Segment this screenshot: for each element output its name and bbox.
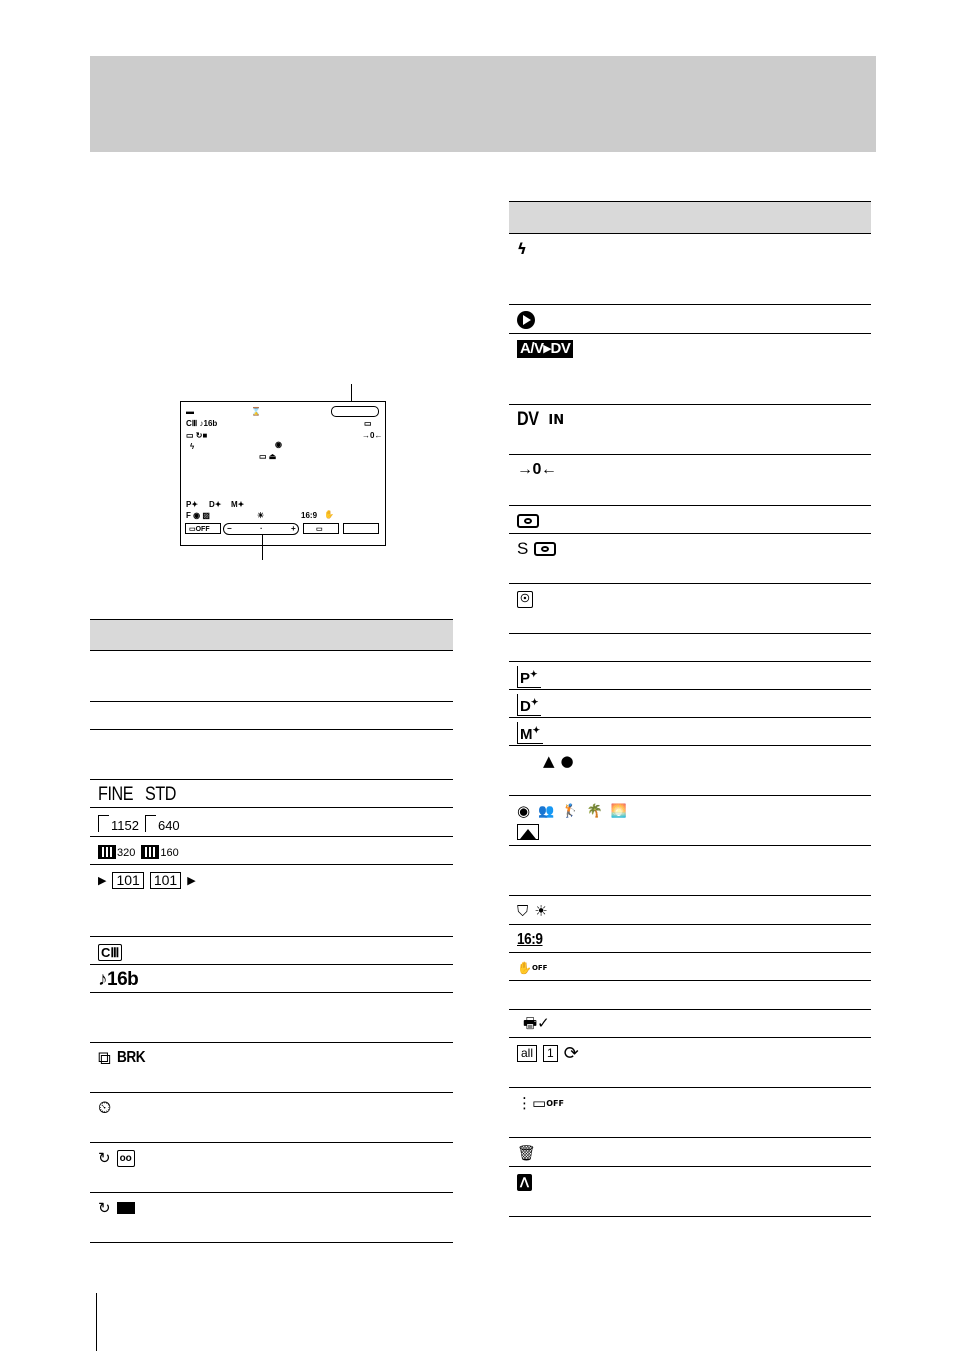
table-row <box>90 651 453 702</box>
portrait-icon: 👥 <box>538 803 555 819</box>
table-row: ✋ OFF <box>509 953 871 981</box>
lcd-scene-row: F ◉ ▨ <box>186 511 210 520</box>
table-row <box>509 981 871 1010</box>
table-row: ▶ 101 101 ▶ <box>90 865 453 937</box>
table-row <box>509 718 871 746</box>
lcd-tape-icon: ▭ <box>364 419 372 428</box>
repeat-one-icon: 1 <box>543 1045 558 1062</box>
cassette-memory-icon: CⅢ <box>98 944 122 961</box>
table-row <box>509 746 871 796</box>
nightshot-icon <box>517 514 539 528</box>
std-label: STD <box>145 784 177 805</box>
super-nightshot-label: S <box>517 539 528 558</box>
table-row <box>90 837 453 865</box>
folder-prev-icon: 101 <box>112 872 143 889</box>
sunset-icon: 🌅 <box>610 803 627 819</box>
table-row <box>509 896 871 925</box>
left-table-header <box>90 619 453 651</box>
image-size-640-icon: 640 <box>145 815 180 832</box>
table-row <box>509 846 871 896</box>
table-row <box>509 662 871 690</box>
lcd-blank-button <box>343 523 379 534</box>
table-row <box>509 234 871 305</box>
movie-size-160-icon: 160 <box>141 845 178 859</box>
repeat-icon: ⟳ <box>563 1042 579 1064</box>
table-row <box>90 780 453 808</box>
section-header-banner <box>90 56 876 152</box>
in-label: IN <box>548 412 565 428</box>
landscape-scene-icon <box>517 824 539 840</box>
memory-icon <box>117 1202 135 1214</box>
right-table-header <box>509 201 871 234</box>
super-nightshot-icon <box>534 542 556 556</box>
left-indicator-table <box>90 619 453 1243</box>
callout-line-bottom <box>262 534 263 560</box>
table-row <box>509 334 871 405</box>
playback-icon <box>517 311 535 329</box>
lcd-quality-label: CⅢ ♪16b <box>186 419 218 428</box>
table-row <box>90 965 453 993</box>
beach-icon: 🌴 <box>586 803 603 819</box>
white-balance-indoor-icon: ⛉ <box>517 902 529 920</box>
lcd-eye-icon: ◉ <box>275 440 282 449</box>
table-row <box>90 1143 453 1193</box>
table-row <box>90 1093 453 1143</box>
continuous-icon: ⧉ <box>98 1047 111 1069</box>
lcd-battery-icon: ▬ <box>186 407 194 416</box>
table-row <box>509 584 871 634</box>
lcd-steady-shot-icon: ✋ <box>324 510 334 519</box>
table-row <box>509 1138 871 1167</box>
lcd-program-ae-icon: P✦ <box>186 500 199 509</box>
digital-effect-icon: D✦ <box>517 694 541 716</box>
table-row <box>509 1038 871 1088</box>
table-row <box>509 690 871 718</box>
memory-stick-icon: ᐱ <box>517 1174 532 1191</box>
lcd-tape-button: ▭ <box>303 523 339 534</box>
print-mark-icon: 🖶✓ <box>523 1013 550 1032</box>
steady-shot-off-icon: ✋ <box>517 961 532 975</box>
lcd-memory-icon: ⌛ <box>251 407 261 416</box>
table-row <box>90 808 453 837</box>
fine-label: FINE <box>98 784 134 805</box>
table-row <box>509 796 871 846</box>
sports-icon: 🏌 <box>562 803 579 819</box>
lcd-digital-icon: D✦ <box>209 500 222 509</box>
lcd-zero-set-icon: →0← <box>362 431 383 440</box>
table-row <box>509 1010 871 1038</box>
interval-tape-icon: ↻ <box>98 1149 111 1167</box>
bracket-label: BRK <box>116 1049 146 1066</box>
lcd-exposure-scale: − · + <box>223 523 299 535</box>
lcd-sun-icon: ☀ <box>257 511 265 520</box>
table-row <box>509 405 871 455</box>
movie-size-320-icon: 320 <box>98 845 135 859</box>
image-size-1152-icon: 1152 <box>98 815 139 832</box>
table-row <box>509 506 871 534</box>
zero-set-icon: →0← <box>517 461 557 478</box>
table-row <box>90 937 453 965</box>
table-row <box>90 1043 453 1093</box>
table-row <box>90 1193 453 1243</box>
table-row <box>509 634 871 662</box>
interval-memory-icon: ↻ <box>98 1199 111 1217</box>
landscape-focus-icon: ▲ <box>543 752 555 770</box>
portrait-focus-icon: ● <box>560 752 574 770</box>
tape-icon: oo <box>117 1150 135 1167</box>
memory-mix-icon: M✦ <box>517 722 543 744</box>
table-row: ⋮▭ OFF <box>509 1088 871 1138</box>
table-row <box>509 305 871 334</box>
table-row <box>90 702 453 730</box>
trash-icon: 🗑 <box>517 1144 537 1162</box>
self-timer-icon: ⏲ <box>98 1098 112 1118</box>
lcd-screen-diagram <box>180 401 386 546</box>
flash-icon: ϟ <box>517 240 527 258</box>
lcd-off-button: ▭OFF <box>185 523 221 534</box>
audio-mode-icon: ♪16b <box>98 969 139 990</box>
right-indicator-table <box>509 201 871 1217</box>
table-row <box>509 534 871 584</box>
color-slow-shutter-icon: ☉ <box>517 591 533 608</box>
led-off-icon: ⋮▭ <box>517 1094 547 1112</box>
lcd-continuous-icon: ▭ ↻■ <box>186 431 208 440</box>
table-row <box>90 993 453 1043</box>
table-row <box>509 455 871 506</box>
lcd-manual-icon: M✦ <box>231 500 245 509</box>
dv-label: DV <box>517 409 539 430</box>
wide-mode-icon: 16:9 <box>517 931 543 948</box>
repeat-all-icon: all <box>517 1045 537 1062</box>
lcd-wide-icon: 16:9 <box>301 511 318 520</box>
table-row <box>509 925 871 953</box>
page-margin-bar <box>96 1293 97 1351</box>
av-to-dv-icon: A/V▸DV <box>517 340 573 358</box>
table-row <box>90 730 453 780</box>
table-row <box>509 1167 871 1217</box>
picture-effect-icon: P✦ <box>517 666 541 688</box>
twilight-portrait-icon: ◉ <box>517 802 531 820</box>
lcd-flash-icon: ϟ <box>190 442 195 451</box>
white-balance-outdoor-icon: ☀ <box>534 902 548 920</box>
lcd-tape-cut-icon: ▭ ⏏ <box>259 452 277 461</box>
folder-next-icon: 101 <box>150 872 181 889</box>
callout-box-top <box>331 406 379 417</box>
